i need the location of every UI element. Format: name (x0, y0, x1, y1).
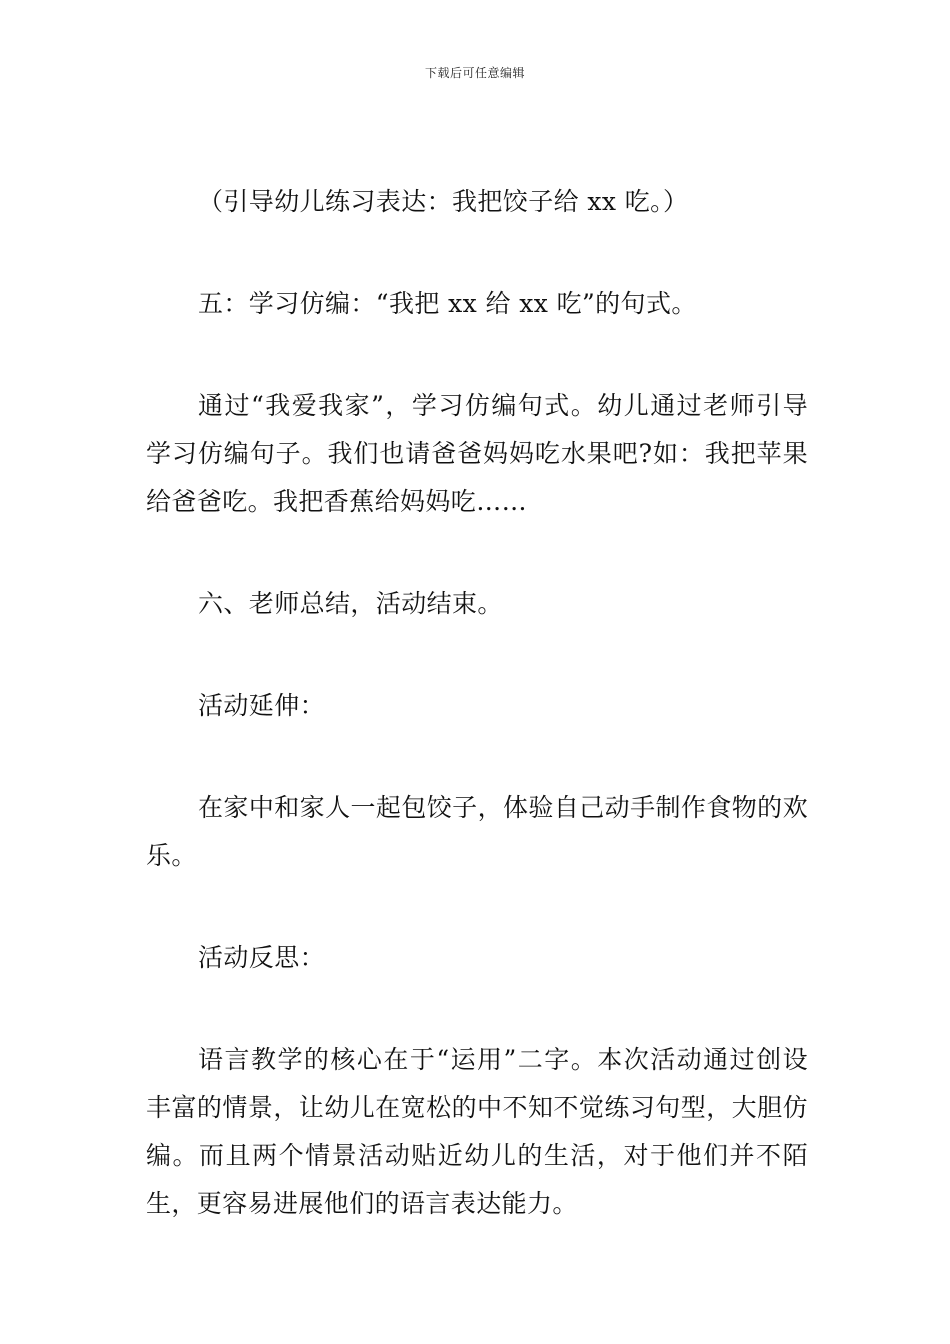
heading-activity-extension: 活动延伸： (198, 691, 326, 720)
heading-activity-reflection: 活动反思： (198, 943, 326, 972)
paragraph-guide-expression: （引导幼儿练习表达：我把饺子给 xx 吃。） (198, 187, 689, 216)
document-body (146, 178, 808, 1282)
paragraph-activity-extension: 在家中和家人一起包饺子，体验自己动手制作食物的欢乐。 (146, 793, 808, 870)
paragraph-imitation-practice: 通过“我爱我家”，学习仿编句式。幼儿通过老师引导学习仿编句子。我们也请爸爸妈妈吃水果吧?如：我把苹果给爸爸吃。我把香蕉给妈妈吃…… (146, 391, 808, 516)
page-header: 下载后可任意编辑 (424, 66, 525, 80)
paragraph-activity-reflection: 语言教学的核心在于“运用”二字。本次活动通过创设丰富的情景，让幼儿在宽松的中不知不觉练习句型，大胆仿编。而且两个情景活动贴近幼儿的生活，对于他们并不陌生，更容易进展他们的语言表达能力。 (146, 1045, 808, 1218)
paragraph-step-six: 六、老师总结，活动结束。 (198, 589, 503, 618)
paragraph-step-five: 五：学习仿编：“我把 xx 给 xx 吃”的句式。 (198, 289, 697, 318)
